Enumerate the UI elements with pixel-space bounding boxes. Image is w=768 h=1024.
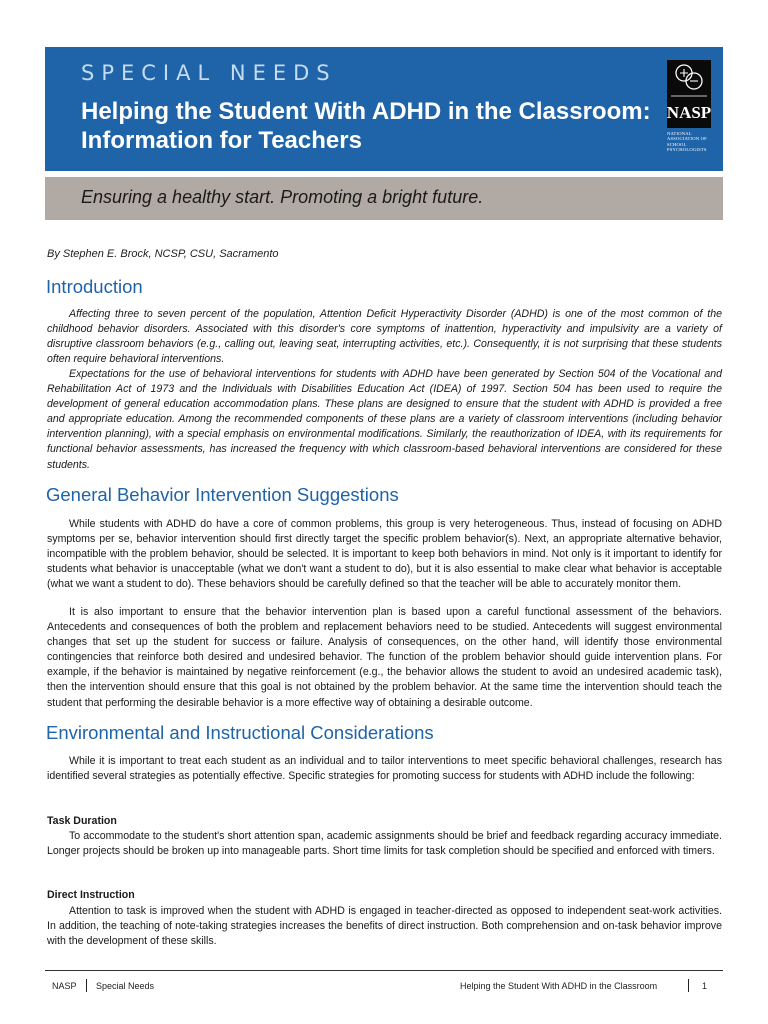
footer-separator [688, 979, 689, 992]
general-paragraph-2: It is also important to ensure that the behavior intervention plan is based upon a careful functional assessment of the behaviors. Antecedents and consequences of both the problem and replacement behaviors need to be studied. Antecedents will suggest environmental changes that set up the student for success or failure. Analysis of consequences, on the other hand, will identify those environmental contingencies that reinforce both desired and undesired behavior. The function of the problem behavior should guide intervention plans. For example, if the behavior is maintained by negative reinforcement (e.g., the behavior allows the student to avoid an undesired academic task), then the intervention should ensure that this goal is not obtained by the problem behavior. At the same time the intervention should teach the student that performing the desirable behavior is a more effective way of obtaining a desirable outcome. [47, 606, 722, 709]
environmental-paragraph-1: While it is important to treat each student as an individual and to tailor interventions to meet specific behavioral challenges, research has identified several strategies as potentially effective. Specific strategies for promoting success for students with ADHD include the following: [47, 755, 722, 783]
footer-series: Special Needs [96, 981, 155, 991]
nasp-emblem-icon [667, 60, 711, 128]
tagline: Ensuring a healthy start. Promoting a bright future. [81, 187, 484, 207]
footer-org: NASP [52, 981, 77, 991]
footer-separator [86, 979, 87, 992]
intro-paragraph-2: Expectations for the use of behavioral interventions for students with ADHD have been generated by Section 504 of the Vocational and Rehabilitation Act of 1973 and the Individuals with Disabilities Education Act (IDEA) of 1997. Section 504 has been used to require the development of general education accommodation plans. These plans are designed to ensure that the student with ADHD is provided a free and appropriate education. Among the recommended components of these plans are a variety of classroom interventions (including behavior intervention planning), with a special emphasis on environmental modifications. Similarly, the reauthorization of IDEA, with its requirements for functional behavior assessments, has increased the frequency with which classroom-based behavioral interventions are considered for these students. [47, 368, 722, 471]
title-line-2: Information for Teachers [81, 127, 362, 154]
heading-introduction: Introduction [46, 276, 143, 297]
document-title [81, 97, 651, 155]
heading-general-behavior: General Behavior Intervention Suggestions [46, 484, 399, 505]
direct-instruction-paragraph: Attention to task is improved when the student with ADHD is engaged in teacher-directed as opposed to independent seat-work activities. In addition, the teaching of note-taking strategies increases the benefits of direct instruction. Both comprehension and on-task behavior improve with the development of these skills. [47, 905, 722, 948]
nasp-logo [667, 60, 711, 128]
byline: By Stephen E. Brock, NCSP, CSU, Sacramento [47, 248, 279, 260]
subheading-task-duration: Task Duration [47, 815, 117, 827]
footer-doc-title: Helping the Student With ADHD in the Classroom [460, 981, 658, 991]
logo-letters: NASP [667, 103, 711, 122]
footer-divider [45, 970, 723, 971]
heading-environmental: Environmental and Instructional Considerations [46, 722, 434, 743]
series-kicker: SPECIAL NEEDS [81, 61, 337, 85]
task-duration-paragraph: To accommodate to the student's short attention span, academic assignments should be brief and feedback regarding accuracy immediate. Longer projects should be broken up into manageable parts. Short time limits for task completion should be specified and enforced with timers. [47, 830, 722, 858]
tagline-bar [45, 177, 723, 220]
page-number: 1 [702, 981, 708, 991]
header-banner [45, 47, 723, 171]
intro-paragraph-1: Affecting three to seven percent of the population, Attention Deficit Hyperactivity Disorder (ADHD) is one of the most common of the childhood behavior disorders. Associated with this disorder's core symptoms of inattention, hyperactivity and impulsivity are a variety of disruptive classroom behaviors (e.g., calling out, leaving seat, interrupting activities, etc.). Consequently, it is not surprising that these students often require behavioral interventions. [47, 308, 722, 366]
subheading-direct-instruction: Direct Instruction [47, 889, 135, 901]
general-paragraph-1: While students with ADHD do have a core of common problems, this group is very heterogeneous. Thus, instead of focusing on ADHD symptoms per se, behavior intervention should first directly target the specific problem behavior(s). Next, an appropriate alternative behavior, incompatible with the problem behavior, should be selected. It is important to keep both behaviors in mind. Not only is it important to identify for students what behavior is unacceptable (what we don't want a student to do), but it is also essential to make clear what behavior is acceptable (what we want a student to do). These behaviors should be carefully defined so that the teacher will be able to accurately monitor them. [47, 518, 722, 591]
title-line-1: Helping the Student With ADHD in the Classroom: [81, 98, 651, 125]
logo-org-name: NATIONAL ASSOCIATION OF SCHOOL PSYCHOLOGISTS [667, 131, 707, 153]
